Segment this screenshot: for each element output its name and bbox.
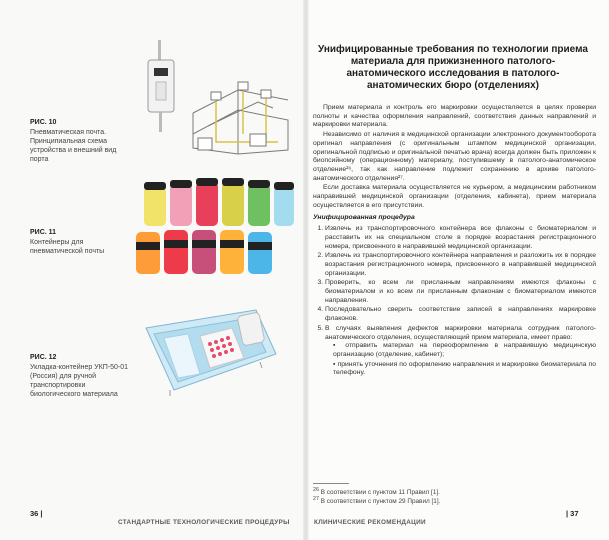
book-gutter	[303, 0, 309, 540]
footnote-mark: 26	[313, 487, 319, 493]
footnote-27	[313, 496, 440, 505]
paragraph: Прием материала и контроль его маркировки осуществляется в целях проверки полноты и качества оформления направлений, соответствия данных направлений и маркировки материала.	[313, 104, 596, 129]
figure-caption-text: Укладка-контейнер УКП-50-01 (Россия) для ручной транспортировки биологического материала	[30, 364, 128, 398]
body-text	[313, 104, 596, 379]
paragraph: Если доставка материала осуществляется не курьером, а медицинским работником направившей медицинской организации (отделения, кабинета), прием материала осуществляется в его присутствии.	[313, 184, 596, 209]
pneumatic-post-illustration	[138, 38, 298, 160]
figure-number: РИС. 12	[30, 354, 57, 361]
figure-caption-text: Пневматическая почта. Принципиальная схема устройства и внешний вид порта	[30, 129, 117, 163]
rights-item: ▪ отправить материал на переоформление в направившую медицинскую организацию (отделение, кабинет);	[333, 342, 596, 359]
figure-10-caption	[30, 118, 130, 164]
rights-list	[325, 342, 596, 378]
figure-12-caption	[30, 353, 130, 399]
subheading: Унифицированная процедура	[313, 214, 415, 222]
paragraph: Независимо от наличия в медицинской организации электронного документооборота оригинал направления (с оригинальным штампом медицинской организации, оригинальной подписью и оригинальной печатью врача) всегда должен быть приложен к биопсийному (операционному) материалу, поступившему в патолого-анатомическое отделение²⁶, так как направление подлежит сохранению в архиве патолого-анатомического отделения²⁷.	[313, 131, 596, 182]
footnote-rule	[313, 483, 349, 484]
footnote-26	[313, 487, 440, 496]
rights-item: ▪ принять уточнения по оформлению направления и маркировке биоматериала по телефону.	[333, 361, 596, 378]
running-footer-left: СТАНДАРТНЫЕ ТЕХНОЛОГИЧЕСКИЕ ПРОЦЕДУРЫ	[118, 519, 290, 526]
page-number-left: 36 |	[30, 509, 43, 518]
figure-caption-text: Контейнеры для пневматической почты	[30, 239, 105, 255]
figure-number: РИС. 11	[30, 229, 57, 236]
step-item	[325, 325, 596, 378]
containers-photo	[130, 176, 300, 282]
step-item: 1. Извлечь из транспортировочного контейнера все флаконы с биоматериалом и расставить их на специальном столе в порядке возрастания регистрационного номера, присвоенного в направившей медицинской организации.	[325, 225, 596, 251]
procedure-steps	[313, 225, 596, 378]
figure-11-caption	[30, 228, 130, 256]
step-item: 3. Проверить, ко всем ли присланным направлениям имеются флаконы с биоматериалом и ко всем ли присланным флаконам с биоматериалом имеются направления.	[325, 279, 596, 305]
footnote-text: В соответствии с пунктом 29 Правил [1].	[320, 498, 441, 506]
figure-number: РИС. 10	[30, 119, 57, 126]
step-item: 4. Последовательно сверить соответствие записей в направлениях маркировке флаконов.	[325, 306, 596, 323]
footnote-text: В соответствии с пунктом 11 Правил [1].	[320, 489, 440, 497]
step-item: 2. Извлечь из транспортировочного контейнера направления и разложить их в порядке возрастания регистрационного номера, присвоенного в направившей медицинской организации.	[325, 252, 596, 278]
page-number-right: | 37	[566, 509, 579, 518]
section-title: Унифицированные требования по технологии приема материала для прижизненного патолого-анатомического исследования в патолого-анатомических бюро (отделениях)	[318, 44, 588, 91]
running-footer-right: КЛИНИЧЕСКИЕ РЕКОМЕНДАЦИИ	[314, 519, 426, 526]
step-text: В случаях выявления дефектов маркировки материала сотрудник патолого-анатомического отделения, осуществляющий прием материала, имеет право:	[325, 324, 596, 341]
footnote-mark: 27	[313, 496, 319, 502]
transport-container-photo	[140, 298, 280, 398]
